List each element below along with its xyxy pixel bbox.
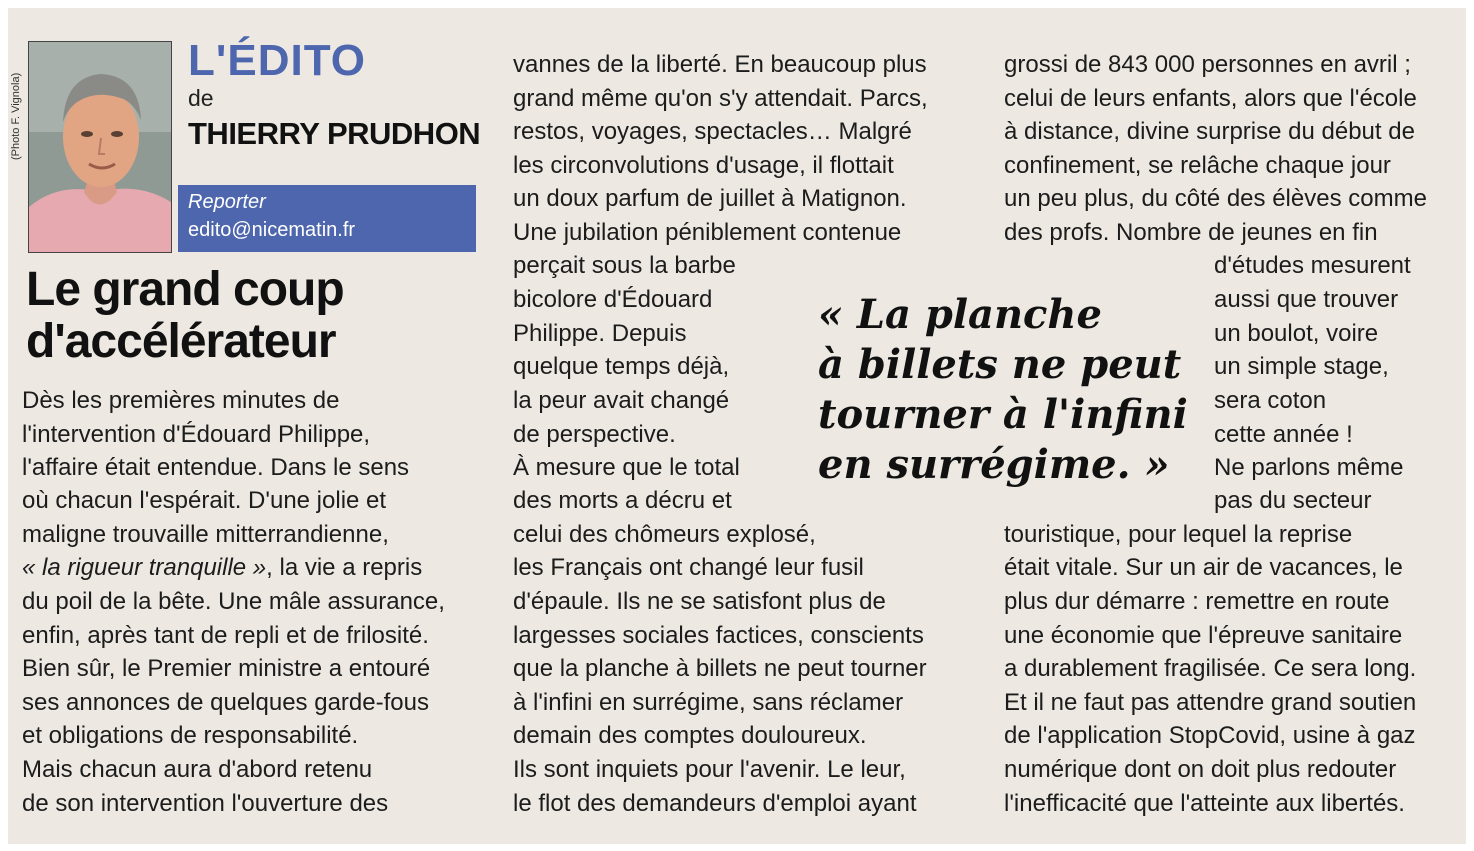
text-line: Bien sûr, le Premier ministre a entouré (22, 655, 431, 682)
text-line: un simple stage, (1214, 353, 1389, 380)
text-line (22, 551, 422, 585)
section-title: L'ÉDITO (188, 36, 366, 85)
text-fragment: , la vie a repris (266, 554, 423, 581)
text-line: de son intervention l'ouverture des (22, 790, 389, 817)
photo-credit: (Photo F. Vignola) (10, 72, 22, 160)
pull-quote (818, 290, 1188, 490)
text-line: Ils sont inquiets pour l'avenir. Le leur, (513, 756, 906, 783)
text-line: et obligations de responsabilité. (22, 722, 359, 749)
text-line: quelque temps déjà, (513, 353, 730, 380)
text-line: celui de leurs enfants, alors que l'école (1004, 85, 1417, 112)
text-line: restos, voyages, spectacles… Malgré (513, 118, 912, 145)
text-line: vannes de la liberté. En beaucoup plus (513, 51, 927, 78)
text-line: où chacun l'espérait. D'une jolie et (22, 487, 387, 514)
text-line: largesses sociales factices, conscients (513, 622, 924, 649)
text-line: Ne parlons même (1214, 454, 1404, 481)
author-info-box (178, 185, 476, 252)
headline (26, 264, 344, 368)
text-line: perçait sous la barbe (513, 252, 736, 279)
text-line: bicolore d'Édouard (513, 286, 713, 313)
text-line: l'intervention d'Édouard Philippe, (22, 421, 371, 448)
text-line: confinement, se relâche chaque jour (1004, 152, 1391, 179)
headline-line: Le grand coup (26, 263, 344, 316)
text-line: Mais chacun aura d'abord retenu (22, 756, 373, 783)
text-line: grossi de 843 000 personnes en avril ; (1004, 51, 1411, 78)
text-line: celui des chômeurs explosé, (513, 521, 816, 548)
text-line: ses annonces de quelques garde-fous (22, 689, 429, 716)
text-line: du poil de la bête. Une mâle assurance, (22, 588, 445, 615)
quoted-phrase: « la rigueur tranquille » (22, 554, 267, 581)
text-line: enfin, après tant de repli et de frilosité. (22, 622, 429, 649)
author-role: Reporter (188, 191, 266, 213)
text-line: d'études mesurent (1214, 252, 1411, 279)
text-line: un boulot, voire (1214, 320, 1379, 347)
text-line: que la planche à billets ne peut tourner (513, 655, 927, 682)
text-line: un peu plus, du côté des élèves comme (1004, 185, 1427, 212)
text-line: maligne trouvaille mitterrandienne, (22, 521, 389, 548)
text-line: plus dur démarre : remettre en route (1004, 588, 1390, 615)
text-line: pas du secteur (1214, 487, 1372, 514)
text-line: Une jubilation péniblement contenue (513, 219, 902, 246)
pull-quote-line: tourner à l'infini (818, 391, 1188, 438)
pull-quote-line: « La planche (818, 291, 1102, 338)
by-word: de (188, 85, 214, 111)
author-photo (28, 41, 172, 253)
text-line: demain des comptes douloureux. (513, 722, 867, 749)
text-line: À mesure que le total (513, 454, 740, 481)
text-line: de perspective. (513, 421, 676, 448)
text-line: à distance, divine surprise du début de (1004, 118, 1415, 145)
text-line: numérique dont on doit plus redouter (1004, 756, 1397, 783)
text-line: d'épaule. Ils ne se satisfont plus de (513, 588, 886, 615)
text-line: touristique, pour lequel la reprise (1004, 521, 1353, 548)
text-line: était vitale. Sur un air de vacances, le (1004, 554, 1403, 581)
text-line: l'inefficacité que l'atteinte aux libertés. (1004, 790, 1405, 817)
text-line: les Français ont changé leur fusil (513, 554, 864, 581)
text-line: Dès les premières minutes de (22, 387, 340, 414)
text-line: Et il ne faut pas attendre grand soutien (1004, 689, 1417, 716)
text-line: à l'infini en surrégime, sans réclamer (513, 689, 904, 716)
pull-quote-line: à billets ne peut (818, 341, 1182, 388)
text-line: une économie que l'épreuve sanitaire (1004, 622, 1403, 649)
author-portrait-icon (29, 42, 171, 252)
text-line: a durablement fragilisée. Ce sera long. (1004, 655, 1417, 682)
text-line: le flot des demandeurs d'emploi ayant (513, 790, 917, 817)
text-line: l'affaire était entendue. Dans le sens (22, 454, 410, 481)
text-line: grand même qu'on s'y attendait. Parcs, (513, 85, 928, 112)
pull-quote-line: en surrégime. » (818, 441, 1170, 488)
text-line: sera coton (1214, 387, 1327, 414)
editorial-page (8, 8, 1466, 844)
author-email-link[interactable]: edito@nicematin.fr (188, 219, 356, 241)
author-name: THIERRY PRUDHON (188, 116, 481, 151)
text-line: les circonvolutions d'usage, il flottait (513, 152, 894, 179)
text-line: Philippe. Depuis (513, 320, 687, 347)
text-line: des morts a décru et (513, 487, 732, 514)
headline-line: d'accélérateur (26, 315, 336, 368)
text-line: cette année ! (1214, 421, 1353, 448)
text-line: de l'application StopCovid, usine à gaz (1004, 722, 1416, 749)
text-line: la peur avait changé (513, 387, 730, 414)
text-line: des profs. Nombre de jeunes en fin (1004, 219, 1378, 246)
text-line: un doux parfum de juillet à Matignon. (513, 185, 907, 212)
text-line: aussi que trouver (1214, 286, 1399, 313)
